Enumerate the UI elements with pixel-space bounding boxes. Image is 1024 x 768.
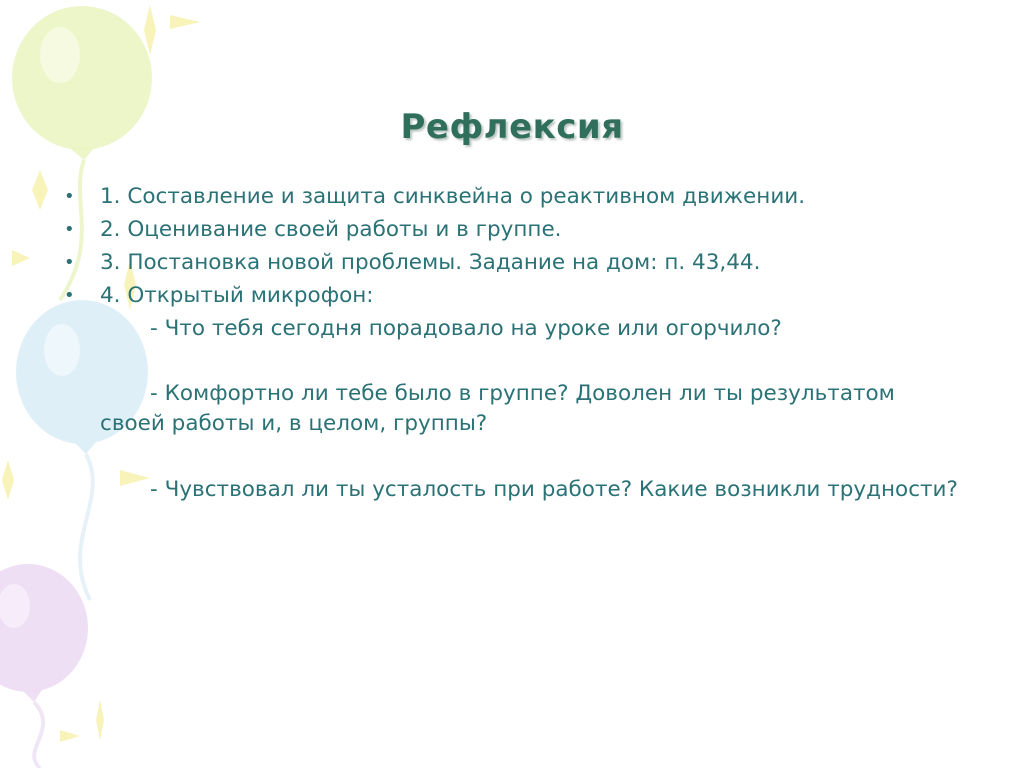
list-item: [64, 279, 964, 312]
bullet-icon: •: [64, 285, 75, 306]
slide-title: Рефлексия: [400, 107, 624, 147]
list-item-text: 1. Составление и защита синквейна о реактивном движении.: [100, 184, 806, 209]
list-item: [64, 213, 964, 246]
question-text: - Чувствовал ли ты усталость при работе? Какие возникли трудности?: [150, 477, 958, 502]
slide-content: [64, 180, 964, 505]
bullet-list: [64, 180, 964, 312]
list-item: [64, 180, 964, 213]
bullet-icon: •: [64, 186, 75, 207]
question-text: - Что тебя сегодня порадовало на уроке или огорчило?: [150, 316, 782, 341]
question-text: - Комфортно ли тебе было в группе? Доволен ли ты результатом своей работы и, в целом, группы?: [100, 381, 895, 436]
list-item-text: 4. Открытый микрофон:: [100, 283, 374, 308]
bullet-icon: •: [64, 252, 75, 273]
list-item: [64, 246, 964, 279]
bullet-icon: •: [64, 219, 75, 240]
list-item-text: 3. Постановка новой проблемы. Задание на дом: п. 43,44.: [100, 250, 761, 275]
list-item-text: 2. Оценивание своей работы и в группе.: [100, 217, 562, 242]
